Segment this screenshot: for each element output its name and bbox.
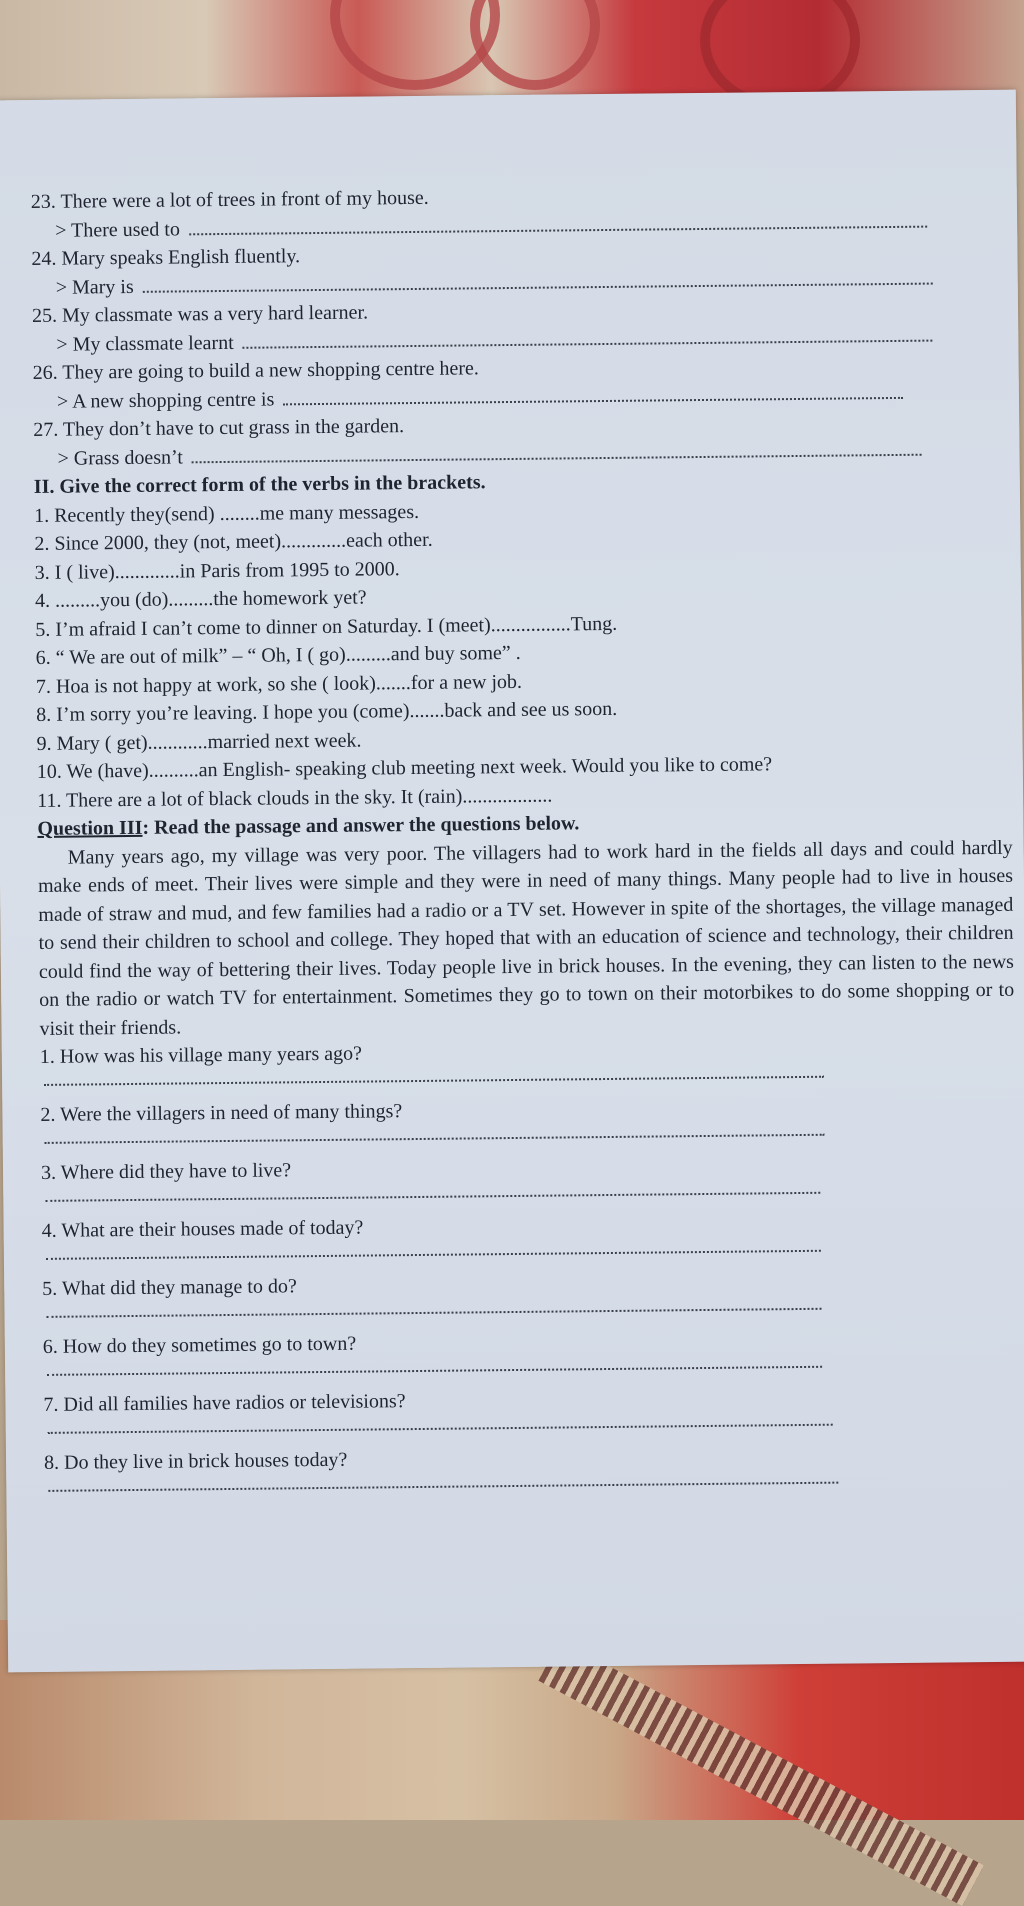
reading-question: 1. How was his village many years ago? [39,1042,363,1068]
answer-blank[interactable] [47,1362,822,1376]
exercise-item: 11. There are a lot of black clouds in the sky. It (rain).................. [37,784,553,812]
rewrite-question: 25. My classmate was a very hard learner. [31,301,369,327]
worksheet-content [31,178,1024,1507]
exercise-item: 8. I’m sorry you’re leaving. I hope you (come).......back and see us soon. [36,697,618,726]
rewrite-question: 27. They don’t have to cut grass in the garden. [33,415,405,441]
verb-form-section [34,463,1018,815]
exercise-item: 1. Recently they(send) ........me many messages. [34,500,420,527]
exercise-item: 9. Mary ( get)............married next week. [36,729,362,755]
reading-question: 5. What did they manage to do? [42,1275,297,1300]
exercise-item: 4. .........you (do).........the homework yet? [34,586,367,612]
answer-blank[interactable] [45,1130,825,1144]
exercise-item: 3. I ( live).............in Paris from 1995 to 2000. [34,557,400,584]
rewrite-answer-line: > Grass doesn’t [33,434,1013,473]
exercise-item: 10. We (have)..........an English- speaking club meeting next week. Would you like to come? [36,753,773,783]
rewrite-section [31,178,1014,473]
rewrite-answer-line: > There used to [31,206,1011,245]
cloth-pattern [538,1640,983,1906]
answer-blank[interactable] [243,335,933,348]
section-title: Question III: Read the passage and answer the questions below. [37,812,580,840]
answer-blank[interactable] [283,392,903,404]
reading-question: 3. Where did they have to live? [40,1159,292,1184]
rewrite-answer-line: > My classmate learnt [32,320,1012,359]
answer-blank[interactable] [46,1246,821,1260]
worksheet-paper [0,90,1024,1673]
rewrite-answer-line: > A new shopping centre is [33,377,1013,416]
answer-blank[interactable] [189,221,927,235]
cloth-pattern [470,0,600,90]
exercise-item: 2. Since 2000, they (not, meet).............each other. [34,528,433,555]
reading-question: 2. Were the villagers in need of many things? [40,1100,403,1126]
exercise-item: 6. “ We are out of milk” – “ Oh, I ( go).........and buy some” . [35,641,521,669]
rewrite-answer-line: > Mary is [32,263,1012,302]
answer-blank[interactable] [192,449,922,463]
exercise-item: 5. I’m afraid I can’t come to dinner on Saturday. I (meet)................Tung. [35,612,618,641]
reading-question: 4. What are their houses made of today? [41,1216,364,1242]
reading-section [37,805,1024,1507]
answer-blank[interactable] [48,1420,833,1434]
question-label: Question III [37,816,143,840]
exercise-item: 7. Hoa is not happy at work, so she ( look).......for a new job. [35,670,523,698]
reading-question: 6. How do they sometimes go to town? [42,1332,357,1358]
answer-blank[interactable] [48,1478,838,1492]
reading-passage: Many years ago, my village was very poor. The villagers had to work hard in the fields all days and could hardly make ends of meet. Their lives were simple and they were in need of many things. Many people had to live in houses made of straw and mud, and few families had a radio or a TV set. However in spite of the shortages, the village managed to send their children to school and college. They hoped that with an education of science and technology, their children could find the way of bettering their lives. Today people live in brick houses. In the evening, they can listen to the news on the radio or watch TV for entertainment. Sometimes they go to town on their motorbikes to do some shopping or to visit their friends. [37,836,1015,1040]
answer-blank[interactable] [143,278,933,292]
reading-question: 8. Do they live in brick houses today? [43,1448,348,1474]
section-title: II. Give the correct form of the verbs in the brackets. [33,471,486,498]
rewrite-question: 23. There were a lot of trees in front of my house. [30,186,429,214]
rewrite-question: 26. They are going to build a new shopping centre here. [32,357,479,384]
answer-blank[interactable] [46,1304,821,1318]
answer-blank[interactable] [44,1072,824,1086]
answer-blank[interactable] [45,1188,820,1202]
rewrite-question: 24. Mary speaks English fluently. [31,245,301,270]
reading-question: 7. Did all families have radios or televisions? [43,1390,406,1416]
